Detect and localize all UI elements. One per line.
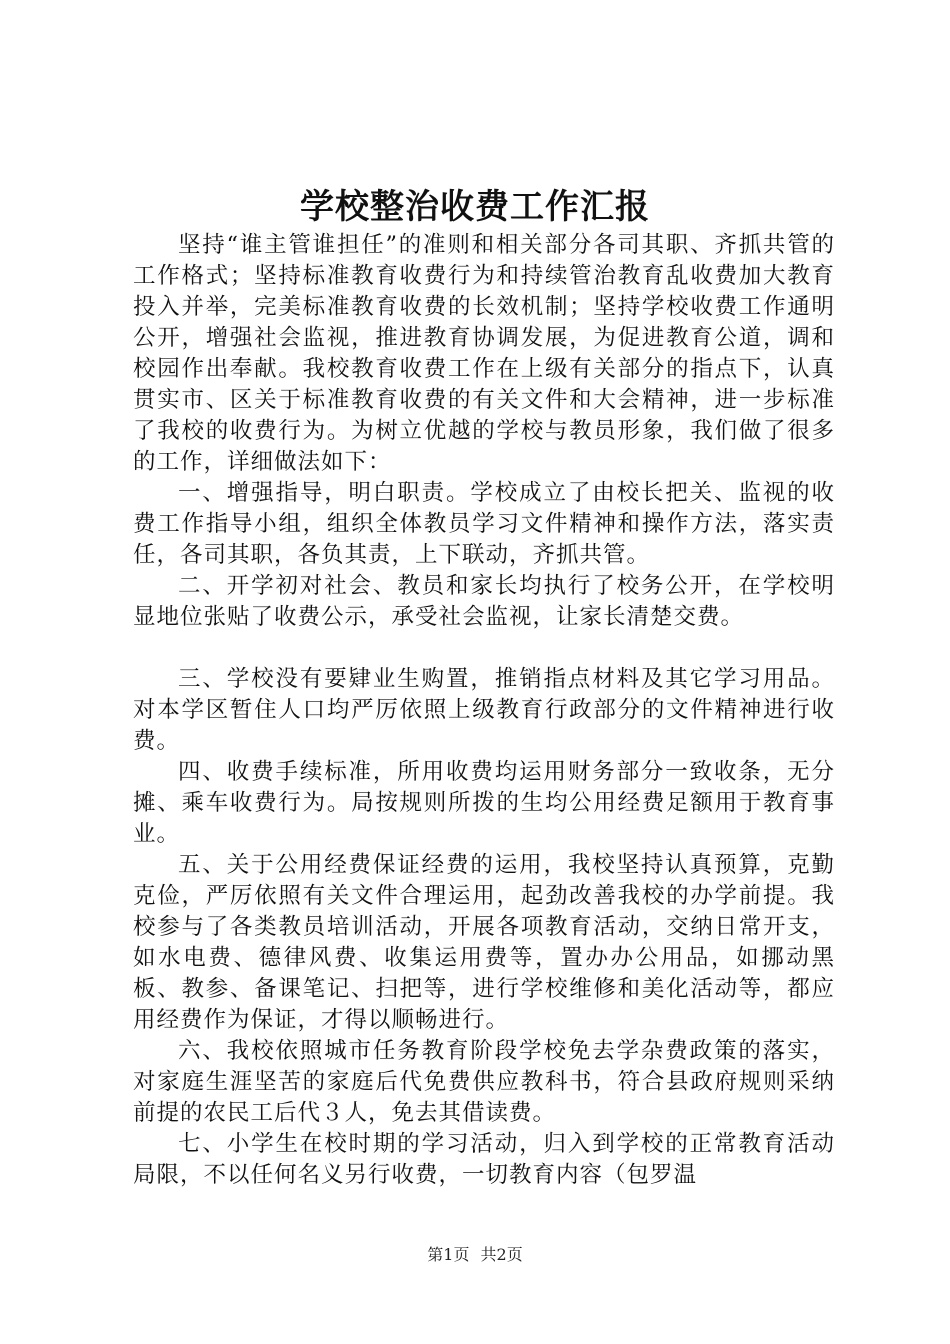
paragraph-item-2: 二、开学初对社会、教员和家长均执行了校务公开，在学校明显地位张贴了收费公示，承受社会监视，让家长清楚交费。: [133, 573, 835, 630]
paragraph-item-4: 四、收费手续标准，所用收费均运用财务部分一致收条，无分摊、乘车收费行为。局按规则所拨的生均公用经费足额用于教育事业。: [133, 759, 835, 847]
paragraph-item-7: 七、小学生在校时期的学习活动，归入到学校的正常教育活动局限，不以任何名义另行收费，一切教育内容（包罗温: [133, 1131, 835, 1188]
paragraph-item-5: 五、关于公用经费保证经费的运用，我校坚持认真预算，克勤克俭，严厉依照有关文件合理运用，起劲改善我校的办学前提。我校参与了各类教员培训活动，开展各项教育活动，交纳日常开支，如水电费、德律风费、收集运用费等，置办办公用品，如挪动黑板、教参、备课笔记、扫把等，进行学校维修和美化活动等，都应用经费作为保证，才得以顺畅进行。: [133, 852, 835, 1033]
page-total: 共2页: [480, 1245, 523, 1264]
paragraph-spacer: [133, 633, 835, 664]
page-number: 第1页: [427, 1245, 470, 1264]
paragraph-intro: 坚持“谁主管谁担任”的准则和相关部分各司其职、齐抓共管的工作格式；坚持标准教育收费行为和持续管治教育乱收费加大教育投入并举，完美标准教育收费的长效机制；坚持学校收费工作通明公开，增强社会监视，推进教育协调发展，为促进教育公道，调和校园作出奉献。我校教育收费工作在上级有关部分的指点下，认真贯实市、区关于标准教育收费的有关文件和大会精神，进一步标准了我校的收费行为。为树立优越的学校与教员形象，我们做了很多的工作，详细做法如下：: [133, 232, 835, 475]
paragraph-item-3: 三、学校没有要肄业生购置，推销指点材料及其它学习用品。对本学区暂住人口均严厉依照上级教育行政部分的文件精神进行收费。: [133, 666, 835, 754]
document-title: 学校整治收费工作汇报: [300, 187, 650, 227]
document-body: [133, 230, 835, 1191]
paragraph-item-6: 六、我校依照城市任务教育阶段学校免去学杂费政策的落实，对家庭生涯坚苦的家庭后代免费供应教科书，符合县政府规则采纳前提的农民工后代３人，免去其借读费。: [133, 1038, 835, 1126]
paragraph-item-1: 一、增强指导，明白职责。学校成立了由校长把关、监视的收费工作指导小组，组织全体教员学习文件精神和操作方法，落实责任，各司其职，各负其责，上下联动，齐抓共管。: [133, 480, 835, 568]
page-footer: [0, 1245, 950, 1265]
